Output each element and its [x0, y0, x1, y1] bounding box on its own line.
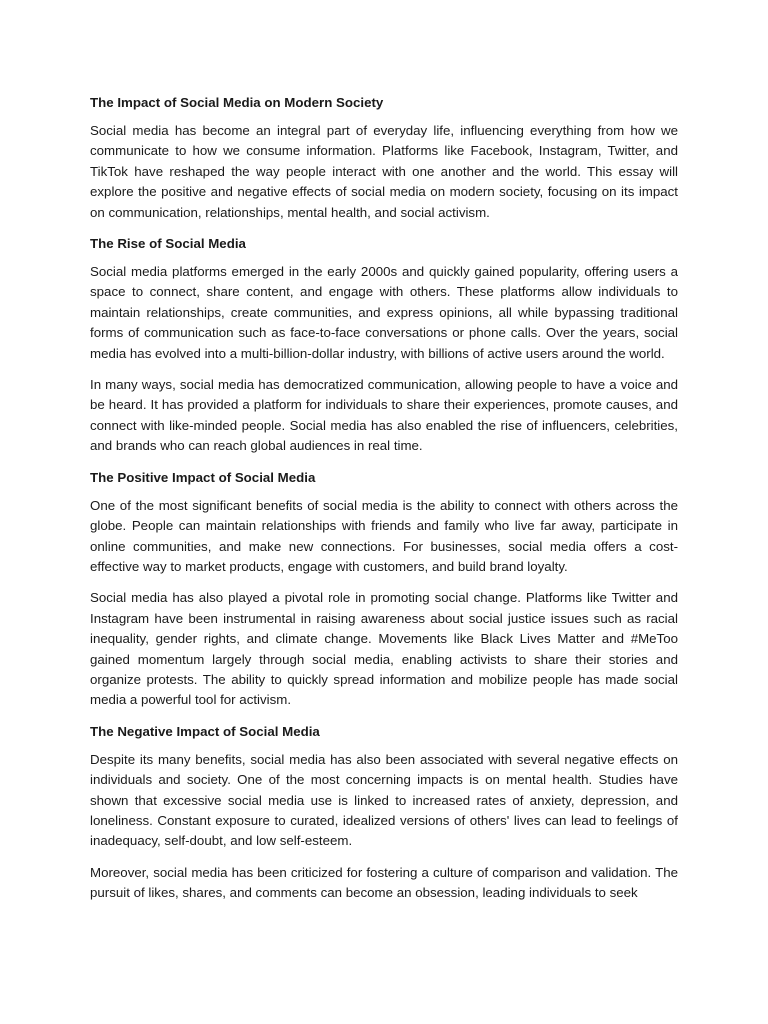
section-positive-impact — [90, 468, 678, 711]
section-paragraph: Social media platforms emerged in the early 2000s and quickly gained popularity, offering users a space to connect, share content, and engage with others. These platforms allow individuals to maintain relationships, create communities, and express opinions, all while bypassing traditional forms of communication such as face-to-face conversations or phone calls. Over the years, social media has evolved into a multi-billion-dollar industry, with billions of active users around the world. — [90, 264, 678, 361]
document-page — [90, 93, 678, 915]
section-heading: The Rise of Social Media — [90, 236, 246, 252]
section-negative-impact — [90, 722, 678, 904]
document-title: The Impact of Social Media on Modern Society — [90, 95, 384, 110]
intro-paragraph: Social media has become an integral part of everyday life, influencing everything from how we communicate to how we consume information. Platforms like Facebook, Instagram, Twitter, and TikTok have reshaped the way people interact with one another and the world. This essay will explore the positive and negative effects of social media on modern society, focusing on its impact on communication, relationships, mental health, and social activism. — [90, 123, 678, 220]
section-heading: The Positive Impact of Social Media — [90, 469, 316, 485]
section-paragraph: Social media has also played a pivotal role in promoting social change. Platforms like Twitter and Instagram have been instrumental in raising awareness about social justice issues such as racial inequality, gender rights, and climate change. Movements like Black Lives Matter and #MeToo gained momentum largely through social media, enabling activists to share their stories and organize protests. The ability to quickly spread information and mobilize people has made social media a powerful tool for activism. — [90, 590, 678, 708]
section-heading: The Negative Impact of Social Media — [90, 723, 320, 739]
section-paragraph: Despite its many benefits, social media has also been associated with several negative effects on individuals and society. One of the most concerning impacts is on mental health. Studies have shown that excessive social media use is linked to increased rates of anxiety, depression, and loneliness. Constant exposure to curated, idealized versions of others' lives can lead to feelings of inadequacy, self-doubt, and low self-esteem. — [90, 751, 678, 849]
section-paragraph: In many ways, social media has democratized communication, allowing people to have a voice and be heard. It has provided a platform for individuals to share their experiences, promote causes, and connect with like-minded people. Social media has also enabled the rise of influencers, celebrities, and brands who can reach global audiences in real time. — [90, 377, 678, 454]
section-rise-of-social-media — [90, 234, 678, 457]
section-paragraph: One of the most significant benefits of social media is the ability to connect with others across the globe. People can maintain relationships with friends and family who live far away, participate in online communities, and make new connections. For businesses, social media offers a cost-effective way to market products, engage with customers, and build brand loyalty. — [90, 497, 678, 574]
section-paragraph: Moreover, social media has been criticized for fostering a culture of comparison and validation. The pursuit of likes, shares, and comments can become an obsession, leading individuals to seek — [90, 864, 678, 901]
